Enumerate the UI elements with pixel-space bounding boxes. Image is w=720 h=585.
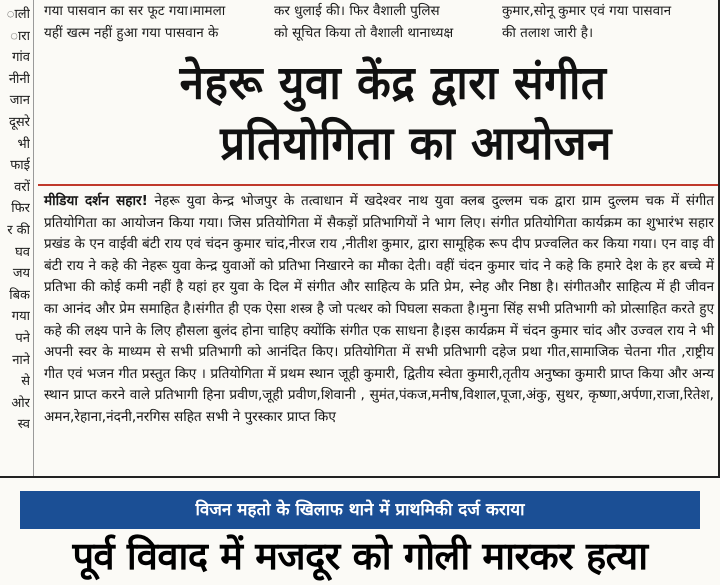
headline-line-2: प्रतियोगिता का आयोजन [220, 117, 612, 171]
left-column-line: ाली [6, 7, 30, 22]
headline-line-1: नेहरू युवा केंद्र द्वारा संगीत [179, 56, 607, 110]
left-column-line: ओर [11, 395, 30, 411]
left-column-line: दूसरे [8, 114, 30, 130]
left-column-line: फिर [11, 201, 30, 217]
tail-text: को सूचित किया तो वैशाली थानाध्यक्ष [274, 25, 454, 41]
left-column-line: वरों [14, 179, 30, 195]
left-column-fragment [0, 4, 30, 436]
left-column-line: फाई [10, 158, 30, 174]
dateline: मीडिया दर्शन सहार! [44, 193, 148, 209]
article-body [44, 191, 714, 429]
left-column-line: नाने [12, 352, 30, 368]
subhead-band [20, 491, 700, 529]
left-column-line: पने [15, 330, 30, 346]
tail-text: की तलाश जारी है। [502, 25, 594, 41]
headline-rule [38, 184, 718, 186]
left-column-line: गांव [12, 50, 30, 66]
tail-text: यहीं खत्म नहीं हुआ गया पासवान के [44, 25, 219, 41]
left-column-line: र की [7, 222, 30, 238]
left-column-line: जान [9, 93, 30, 109]
tail-column-3 [502, 0, 714, 44]
tail-text: कर धुलाई की। फिर वैशाली पुलिस [274, 3, 440, 19]
left-column-line: ारा [10, 28, 30, 44]
tail-column-2 [274, 0, 489, 44]
article-text: नेहरू युवा केन्द्र भोजपुर के तत्वाधान में खदेश्वर नाथ युवा क्लब दुल्लम चक द्वारा ग्राम दुल्लम चक में संगीत प्रतियोगिता का आयोजन किया गया। जिस प्रतियोगिता में सैकड़ों प्रतिभागियों ने भाग लिए। संगीत प्रतियोगिता कार्यक्रम का शुभारंभ सहार प्रखंड के एन वाईवी बंटी राय एवं चंदन कुमार चांद,नीरज राय ,नीतीश कुमार, द्वारा सामूहिक रूप दीप प्रज्वलित कर किया गया। एन वाइ वी बंटी राय ने कहे की नेहरू युवा केन्द्र युवाओं को प्रतिभा निखारने का मौका देती। वहीं चंदन कुमार चांद ने कहे कि हमारे देश के हर बच्चे में प्रतिभा की कोई कमी नहीं है यहां हर युवा के दिल में संगीत और साहित्य के प्रति प्रेम, स्नेह और निष्ठा है। संगीतऔर साहित्य में ही जीवन का आनंद और प्रेम समाहित है।संगीत ही एक ऐसा शस्त्र है जो पत्थर को पिघला सकता है।मुना सिंह सभी प्रतिभागी को प्रोत्साहित करते हुए कहे की लक्ष्य पाने के लिए हौसला बुलंद होना चाहिए क्योंकि संगीत एक साधना है।इस कार्यक्रम में चंदन कुमार चांद और उज्वल राय ने भी अपनी स्वर के माध्यम से सभी प्रतिभागी को आनंदित किए। प्रतियोगिता में सभी प्रतिभागी दहेज प्रथा गीत,सामाजिक चेतना गीत ,राष्ट्रीय गीत एवं भजन गीत प्रस्तुत किए । प्रतियोगिता में प्रथम स्थान जूही कुमारी, द्वितीय स्वेता कुमारी,तृतीय अनुष्का कुमारी प्राप्त किया और अन्य स्थान प्राप्त करने वाले प्रतिभागी हिना प्रवीण,जूही प्रवीण,शिवानी , सुमंत,पंकज,मनीष,विशाल,पूजा,अंकु, सुथर, कृष्णा,अर्पणा,राजा,रितेश, अमन,रेहाना,नंदनी,नरगिस सहित सभी ने पुरस्कार प्राप्त किए [44, 193, 714, 425]
column-divider [33, 0, 34, 478]
left-column-line: भी [17, 136, 30, 152]
left-column-line: जय [12, 266, 30, 282]
subhead-text: विजन महतो के खिलाफ थाने में प्राथमिकी दर्ज कराया [195, 500, 525, 520]
left-column-line: स्व [17, 417, 30, 433]
article-headline [38, 53, 718, 175]
left-column-line: नीनी [8, 71, 30, 87]
previous-article-tail [44, 0, 714, 52]
next-article-headline: पूर्व विवाद में मजदूर को गोली मारकर हत्या [72, 534, 648, 578]
left-column-line: गया [11, 309, 30, 325]
tail-text: गया पासवान का सर फूट गया।मामला [44, 3, 226, 19]
left-column-line: घव [15, 244, 30, 260]
tail-column-1 [44, 0, 259, 44]
left-column-line: से [21, 374, 30, 390]
section-divider [0, 476, 720, 478]
left-column-line: बिक [9, 287, 30, 303]
tail-text: कुमार,सोनू कुमार एवं गया पासवान [502, 3, 672, 19]
